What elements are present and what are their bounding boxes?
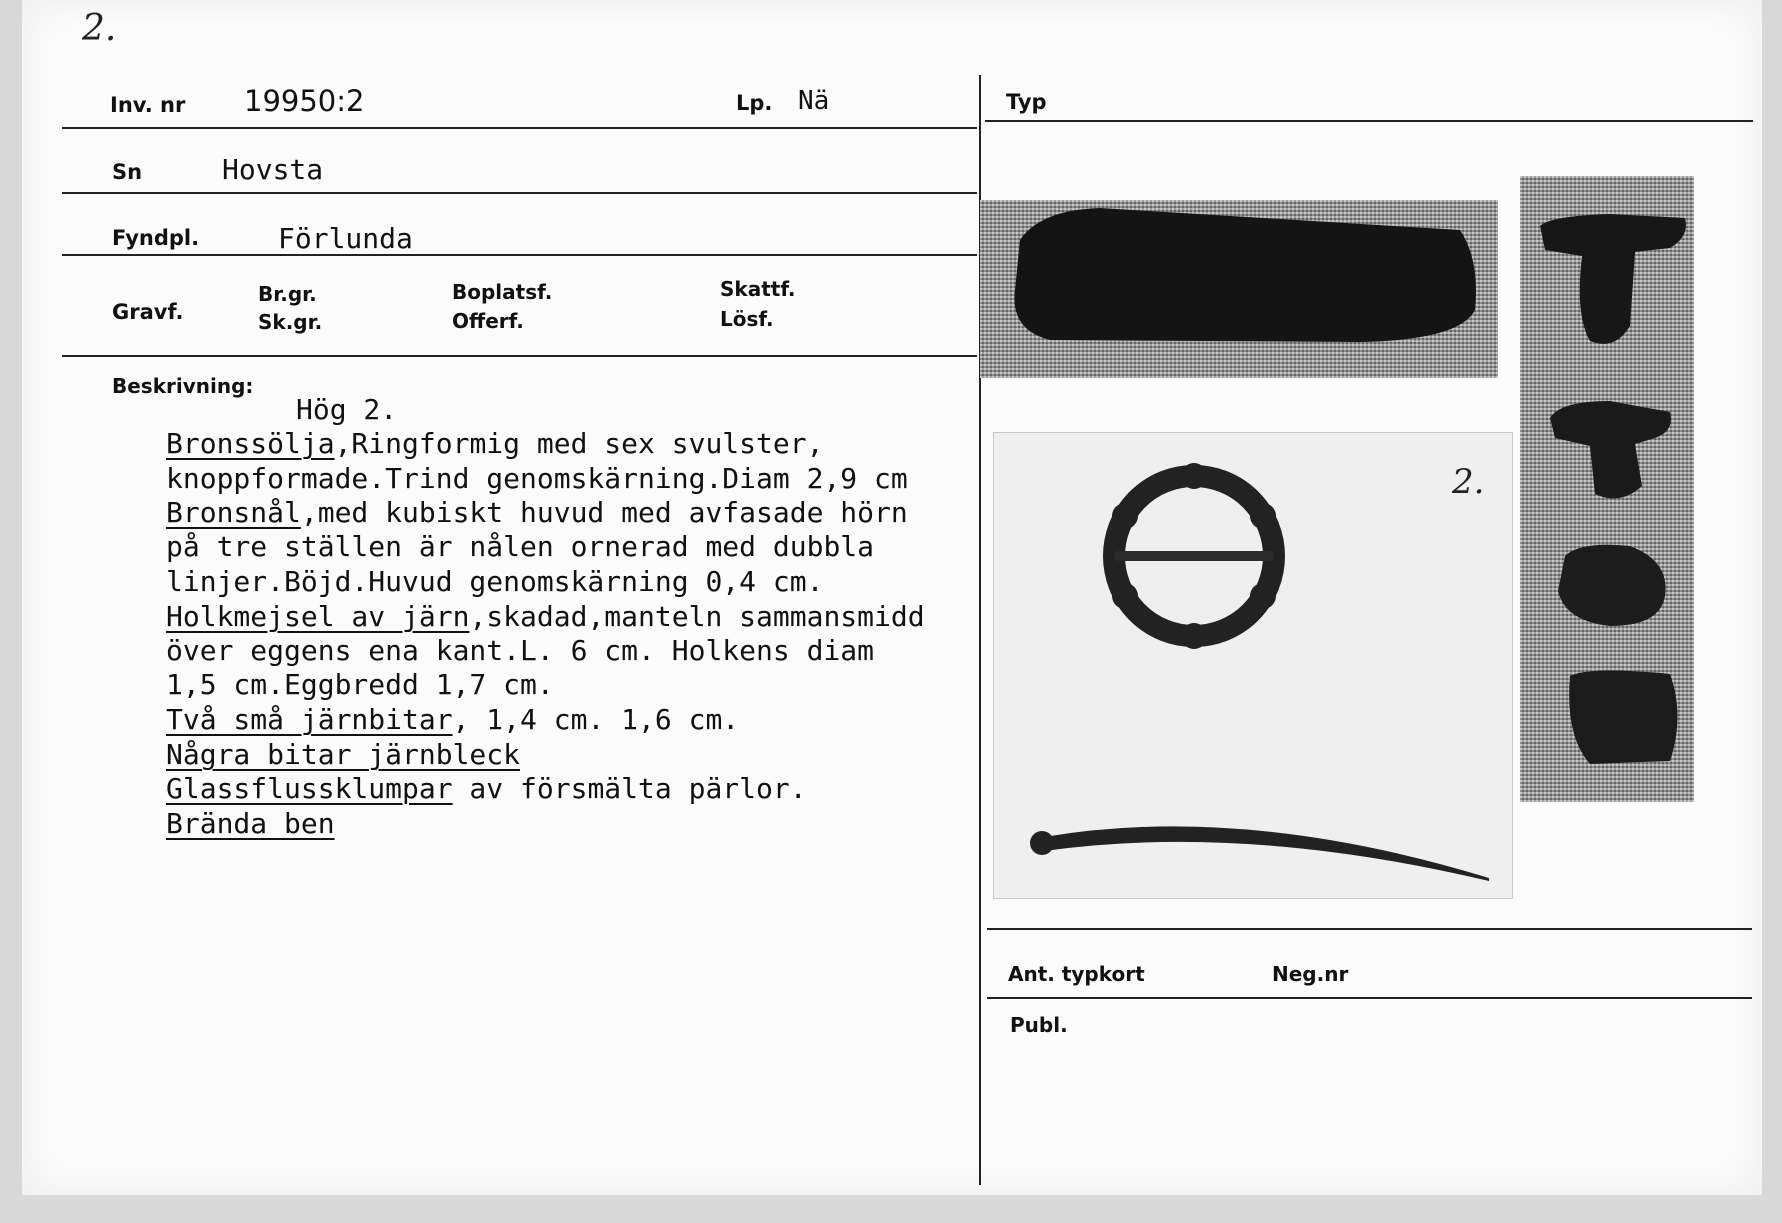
desc-line-2: knoppformade.Trind genomskärning.Diam 2,9 cm: [166, 462, 908, 495]
ant-typkort-label: Ant. typkort: [1008, 962, 1145, 986]
desc-line-3-text: ,med kubiskt huvud med avfasade hörn: [300, 496, 908, 529]
desc-line-9-text: , 1,4 cm. 1,6 cm.: [452, 703, 740, 736]
skgr-label: Sk.gr.: [258, 310, 323, 334]
desc-line-10-underlined: Några bitar järnbleck: [166, 738, 521, 771]
gravf-label: Gravf.: [112, 300, 184, 324]
desc-line-1-underlined: Bronssölja: [166, 427, 335, 460]
inv-nr-value: 19950:2: [244, 84, 365, 118]
rule-ant-typkort: [987, 928, 1752, 930]
desc-line-4: på tre ställen är nålen ornerad med dubbla: [166, 530, 875, 563]
desc-line-8: 1,5 cm.Eggbredd 1,7 cm.: [166, 668, 554, 701]
desc-line-1: [166, 427, 823, 460]
brgr-label: Br.gr.: [258, 282, 317, 306]
lp-value: Nä: [798, 86, 830, 116]
rule-top-right: [985, 120, 1753, 122]
desc-line-5: linjer.Böjd.Huvud genomskärning 0,4 cm.: [166, 565, 824, 598]
rule-row4: [62, 355, 977, 357]
lp-label: Lp.: [736, 91, 773, 115]
desc-line-3: [166, 496, 908, 529]
publ-label: Publ.: [1010, 1013, 1068, 1037]
desc-line-10: [166, 738, 520, 771]
typ-label: Typ: [1006, 90, 1047, 114]
desc-line-11-underlined: Glassflussklumpar: [166, 772, 453, 805]
desc-line-7: över eggens ena kant.L. 6 cm. Holkens diam: [166, 634, 875, 667]
desc-line-3-underlined: Bronsnål: [166, 496, 301, 529]
desc-line-9: [166, 703, 739, 736]
desc-line-6-text: ,skadad,manteln sammansmidd: [469, 600, 925, 633]
sn-label: Sn: [112, 160, 143, 184]
boplatsf-label: Boplatsf.: [452, 280, 553, 304]
corner-note: 2.: [82, 8, 117, 49]
iron-pieces-shape: [1520, 176, 1694, 802]
desc-line-1-text: ,Ringformig med sex svulster,: [334, 427, 824, 460]
beskrivning-label: Beskrivning:: [112, 374, 254, 398]
photo-note: 2.: [1452, 462, 1485, 502]
inv-nr-label: Inv. nr: [110, 93, 186, 117]
losf-label: Lösf.: [720, 307, 774, 331]
desc-line-9-underlined: Två små järnbitar: [166, 703, 453, 736]
desc-line-6-underlined: Holkmejsel av järn: [166, 600, 470, 633]
skattf-label: Skattf.: [720, 277, 796, 301]
fyndpl-label: Fyndpl.: [112, 226, 200, 250]
sn-value: Hovsta: [222, 153, 324, 186]
rule-row3: [62, 254, 977, 256]
desc-line-11-text: av försmälta pärlor.: [452, 772, 807, 805]
desc-line-12: [166, 807, 335, 840]
photo-brooch-pin: [993, 432, 1513, 899]
desc-line-12-underlined: Brända ben: [166, 807, 335, 840]
negnr-label: Neg.nr: [1272, 962, 1349, 986]
chisel-shape: [980, 200, 1498, 378]
desc-heading: Hög 2.: [296, 393, 398, 426]
desc-line-6: [166, 600, 925, 633]
desc-line-11: [166, 772, 807, 805]
rule-row1: [62, 127, 977, 129]
photo-chisel: [980, 200, 1498, 378]
rule-row2: [62, 192, 977, 194]
photo-iron-pieces: [1520, 176, 1694, 802]
rule-publ: [987, 997, 1752, 999]
brooch-pin-shape: [994, 433, 1512, 898]
fyndpl-value: Förlunda: [278, 222, 413, 255]
offerf-label: Offerf.: [452, 309, 524, 333]
